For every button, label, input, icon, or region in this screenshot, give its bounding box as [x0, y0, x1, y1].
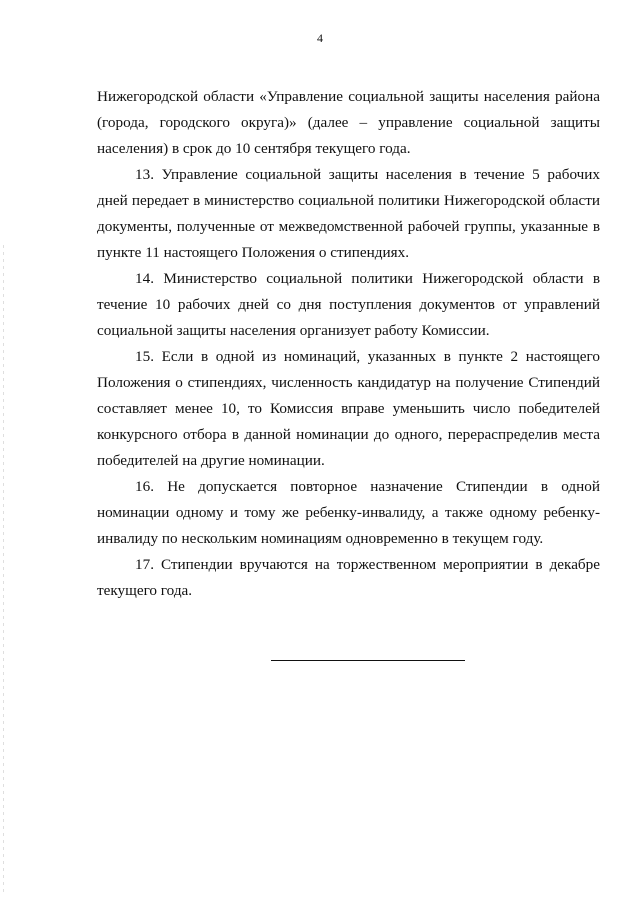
end-of-document-line [271, 660, 465, 661]
paragraph-item-15: 15. Если в одной из номинаций, указанных в пункте 2 настоящего Положения о стипендиях, численность кандидатур на получение Стипендий составляет менее 10, то Комиссия вправе уменьшить число победителей конкурсного отбора в данной номинации до одного, перераспределив места победителей на другие номинации. [97, 348, 600, 469]
scan-edge-artifact [3, 245, 4, 895]
paragraph-continuation: Нижегородской области «Управление социальной защиты населения района (города, городского округа)» (далее – управление социальной защиты населения) в срок до 10 сентября текущего года. [97, 88, 600, 157]
document-body [97, 84, 600, 604]
paragraph-item-17: 17. Стипендии вручаются на торжественном мероприятии в декабре текущего года. [97, 556, 600, 599]
paragraph-item-16: 16. Не допускается повторное назначение Стипендии в одной номинации одному и тому же ребенку-инвалиду, а также одному ребенку-инвалиду по нескольким номинациям одновременно в текущем году. [97, 478, 600, 547]
paragraph-item-13: 13. Управление социальной защиты населения в течение 5 рабочих дней передает в министерство социальной политики Нижегородской области документы, полученные от межведомственной рабочей группы, указанные в пункте 11 настоящего Положения о стипендиях. [97, 166, 600, 261]
paragraph-item-14: 14. Министерство социальной политики Нижегородской области в течение 10 рабочих дней со дня поступления документов от управлений социальной защиты населения организует работу Комиссии. [97, 270, 600, 339]
page-number: 4 [317, 31, 323, 45]
